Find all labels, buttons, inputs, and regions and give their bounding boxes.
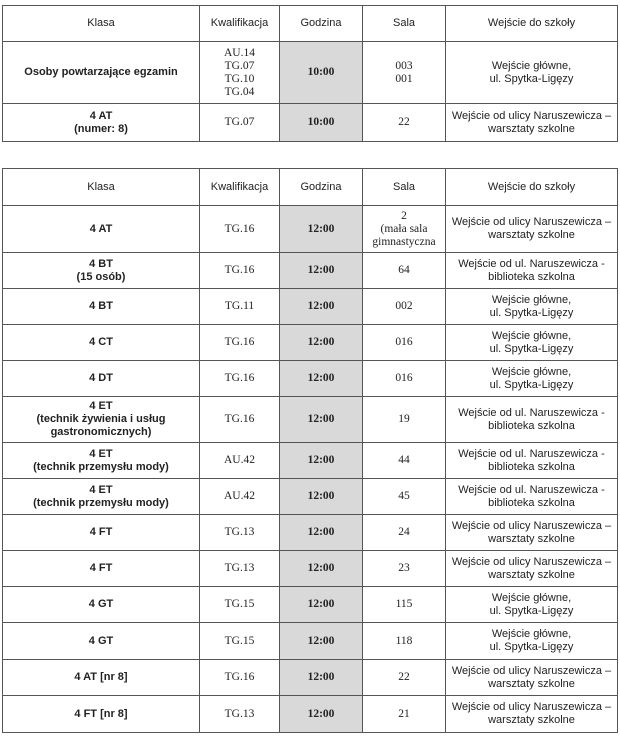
cell-kwalifikacja-line: AU.42 bbox=[224, 490, 255, 502]
cell-wejscie-line: Wejście od ul. Naruszewicza - bbox=[458, 257, 605, 270]
table-row bbox=[3, 361, 618, 397]
table-row bbox=[3, 515, 618, 551]
cell-wejscie bbox=[446, 361, 618, 397]
cell-klasa-line: (numer: 8) bbox=[74, 122, 128, 135]
cell-kwalifikacja bbox=[200, 515, 280, 551]
cell-wejscie-line: Wejście od ulicy Naruszewicza – bbox=[451, 109, 612, 122]
cell-wejscie-line: ul. Spytka-Ligęzy bbox=[489, 72, 574, 85]
cell-kwalifikacja-line: TG.16 bbox=[224, 264, 255, 276]
table-row bbox=[3, 551, 618, 587]
cell-wejscie-line: warsztaty szkolne bbox=[488, 229, 575, 241]
cell-godzina bbox=[280, 289, 363, 325]
cell-sala-line: 2 bbox=[401, 209, 407, 222]
cell-sala bbox=[363, 206, 446, 253]
cell-kwalifikacja bbox=[200, 623, 280, 660]
cell-klasa bbox=[3, 289, 200, 325]
cell-kwalifikacja bbox=[200, 696, 280, 733]
cell-wejscie-line: Wejście główne, bbox=[491, 365, 572, 378]
cell-klasa-line: 4 BT bbox=[89, 300, 113, 312]
cell-kwalifikacja bbox=[200, 104, 280, 142]
cell-wejscie bbox=[446, 104, 618, 142]
table-row bbox=[3, 289, 618, 325]
cell-sala-line: gimnastyczna bbox=[372, 235, 436, 248]
cell-wejscie-line: Wejście od ulicy Naruszewicza – bbox=[451, 555, 612, 568]
cell-wejscie-line: ul. Spytka-Ligęzy bbox=[489, 342, 574, 355]
cell-kwalifikacja bbox=[200, 551, 280, 587]
cell-wejscie-line: Wejście od ulicy Naruszewicza – bbox=[451, 664, 612, 677]
cell-godzina bbox=[280, 325, 363, 361]
cell-klasa-line: Osoby powtarzające egzamin bbox=[24, 66, 178, 78]
table-row bbox=[3, 104, 618, 142]
cell-sala-line: 24 bbox=[398, 526, 410, 538]
cell-kwalifikacja bbox=[200, 479, 280, 515]
cell-godzina bbox=[280, 42, 363, 104]
cell-kwalifikacja-line: TG.10 bbox=[224, 72, 255, 85]
cell-klasa-line: 4 DT bbox=[89, 372, 113, 384]
cell-godzina bbox=[280, 361, 363, 397]
cell-wejscie bbox=[446, 551, 618, 587]
cell-sala bbox=[363, 696, 446, 733]
cell-kwalifikacja bbox=[200, 587, 280, 623]
cell-klasa bbox=[3, 361, 200, 397]
cell-godzina bbox=[280, 660, 363, 696]
cell-sala-line: 016 bbox=[395, 372, 413, 384]
header-wejscie: Wejście do szkoły bbox=[446, 169, 618, 206]
cell-godzina bbox=[280, 443, 363, 479]
cell-godzina-line: 12:00 bbox=[307, 413, 335, 425]
cell-sala-line: 44 bbox=[398, 454, 410, 466]
cell-klasa-line: 4 ET bbox=[89, 483, 113, 496]
cell-wejscie-line: biblioteka szkolna bbox=[488, 460, 575, 473]
cell-godzina-line: 12:00 bbox=[307, 264, 335, 276]
table-row bbox=[3, 696, 618, 733]
cell-wejscie bbox=[446, 443, 618, 479]
cell-wejscie bbox=[446, 206, 618, 253]
cell-kwalifikacja-line: TG.16 bbox=[224, 222, 255, 235]
cell-klasa bbox=[3, 104, 200, 142]
cell-godzina-line: 12:00 bbox=[307, 562, 335, 574]
cell-godzina bbox=[280, 397, 363, 443]
cell-sala bbox=[363, 515, 446, 551]
cell-sala-line: 001 bbox=[395, 72, 413, 85]
cell-kwalifikacja-line: TG.13 bbox=[224, 707, 255, 720]
cell-sala bbox=[363, 104, 446, 142]
cell-klasa-line: 4 CT bbox=[89, 336, 113, 348]
cell-klasa bbox=[3, 253, 200, 289]
cell-kwalifikacja-line: AU.14 bbox=[224, 46, 255, 59]
cell-kwalifikacja bbox=[200, 397, 280, 443]
cell-kwalifikacja bbox=[200, 253, 280, 289]
cell-klasa-line: 4 ET bbox=[89, 400, 113, 412]
cell-wejscie-line: Wejście główne, bbox=[491, 293, 572, 306]
cell-wejscie-line: warsztaty szkolne bbox=[488, 568, 575, 581]
cell-wejscie-line: biblioteka szkolna bbox=[488, 270, 575, 283]
cell-klasa-line: 4 BT bbox=[89, 257, 113, 270]
table-row bbox=[3, 479, 618, 515]
table-row bbox=[3, 325, 618, 361]
exam-schedule-table-2 bbox=[2, 168, 618, 733]
cell-wejscie bbox=[446, 515, 618, 551]
cell-klasa-line: (technik przemysłu mody) bbox=[33, 496, 169, 509]
cell-klasa bbox=[3, 206, 200, 253]
cell-godzina bbox=[280, 551, 363, 587]
header-klasa: Klasa bbox=[3, 6, 200, 42]
cell-sala bbox=[363, 443, 446, 479]
table-row bbox=[3, 253, 618, 289]
cell-kwalifikacja-line: TG.16 bbox=[224, 336, 255, 348]
cell-wejscie bbox=[446, 479, 618, 515]
cell-wejscie-line: ul. Spytka-Ligęzy bbox=[489, 306, 574, 319]
cell-klasa-line: (technik przemysłu mody) bbox=[33, 460, 169, 473]
cell-klasa bbox=[3, 515, 200, 551]
table-row bbox=[3, 587, 618, 623]
cell-sala-line: 115 bbox=[395, 598, 413, 610]
table-row bbox=[3, 206, 618, 253]
table-1-body bbox=[3, 42, 618, 142]
cell-wejscie-line: warsztaty szkolne bbox=[488, 532, 575, 545]
cell-godzina bbox=[280, 479, 363, 515]
cell-klasa bbox=[3, 623, 200, 660]
cell-wejscie-line: Wejście główne, bbox=[491, 59, 572, 72]
cell-godzina bbox=[280, 104, 363, 142]
cell-klasa-line: gastronomicznych) bbox=[50, 426, 152, 438]
table-row bbox=[3, 660, 618, 696]
cell-kwalifikacja bbox=[200, 361, 280, 397]
cell-godzina-line: 12:00 bbox=[307, 372, 335, 384]
cell-klasa bbox=[3, 660, 200, 696]
cell-wejscie-line: Wejście główne, bbox=[491, 591, 572, 604]
cell-wejscie-line: biblioteka szkolna bbox=[488, 496, 575, 509]
cell-sala-line: 003 bbox=[395, 59, 413, 72]
cell-wejscie bbox=[446, 397, 618, 443]
cell-wejscie-line: biblioteka szkolna bbox=[488, 419, 575, 432]
cell-godzina bbox=[280, 253, 363, 289]
header-godzina: Godzina bbox=[280, 6, 363, 42]
cell-kwalifikacja-line: TG.16 bbox=[224, 413, 255, 425]
cell-sala bbox=[363, 253, 446, 289]
cell-kwalifikacja bbox=[200, 660, 280, 696]
exam-schedule-table-1 bbox=[2, 5, 618, 142]
header-wejscie: Wejście do szkoły bbox=[446, 6, 618, 42]
header-godzina: Godzina bbox=[280, 169, 363, 206]
cell-godzina-line: 12:00 bbox=[307, 336, 335, 348]
cell-klasa-line: 4 AT bbox=[89, 109, 113, 122]
cell-kwalifikacja bbox=[200, 443, 280, 479]
cell-wejscie-line: warsztaty szkolne bbox=[488, 677, 575, 690]
cell-godzina-line: 12:00 bbox=[307, 222, 335, 235]
cell-sala bbox=[363, 42, 446, 104]
cell-klasa-line: 4 GT bbox=[88, 598, 114, 610]
cell-wejscie bbox=[446, 587, 618, 623]
cell-wejscie-line: Wejście od ulicy Naruszewicza – bbox=[451, 519, 612, 532]
header-kwalifikacja: Kwalifikacja bbox=[200, 169, 280, 206]
cell-kwalifikacja bbox=[200, 325, 280, 361]
cell-kwalifikacja-line: TG.11 bbox=[224, 300, 255, 312]
cell-klasa-line: 4 ET bbox=[89, 447, 113, 460]
cell-wejscie bbox=[446, 42, 618, 104]
cell-klasa-line: (technik żywienia i usług bbox=[36, 413, 166, 425]
cell-kwalifikacja-line: TG.04 bbox=[224, 85, 255, 98]
cell-klasa-line: 4 FT bbox=[89, 526, 113, 538]
cell-sala-line: 19 bbox=[398, 413, 410, 425]
cell-sala bbox=[363, 587, 446, 623]
cell-godzina bbox=[280, 623, 363, 660]
cell-wejscie-line: Wejście od ulicy Naruszewicza – bbox=[451, 701, 612, 713]
cell-godzina-line: 12:00 bbox=[307, 707, 335, 720]
header-row bbox=[3, 6, 618, 42]
cell-sala-line: 016 bbox=[395, 336, 413, 348]
table-row bbox=[3, 443, 618, 479]
cell-kwalifikacja-line: TG.13 bbox=[224, 562, 255, 574]
cell-klasa bbox=[3, 443, 200, 479]
table-row bbox=[3, 42, 618, 104]
cell-wejscie bbox=[446, 696, 618, 733]
cell-godzina-line: 12:00 bbox=[307, 454, 335, 466]
cell-wejscie-line: warsztaty szkolne bbox=[488, 122, 575, 135]
cell-sala-line: 21 bbox=[398, 707, 410, 720]
cell-kwalifikacja-line: TG.15 bbox=[224, 634, 255, 647]
cell-sala bbox=[363, 660, 446, 696]
cell-godzina-line: 10:00 bbox=[307, 116, 335, 128]
cell-kwalifikacja-line: TG.07 bbox=[224, 59, 255, 72]
cell-sala-line: 22 bbox=[398, 116, 410, 128]
cell-godzina-line: 12:00 bbox=[307, 526, 335, 538]
header-sala: Sala bbox=[363, 6, 446, 42]
table-row bbox=[3, 397, 618, 443]
cell-klasa bbox=[3, 325, 200, 361]
cell-kwalifikacja-line: TG.07 bbox=[224, 116, 255, 128]
cell-sala bbox=[363, 397, 446, 443]
cell-kwalifikacja bbox=[200, 42, 280, 104]
cell-klasa bbox=[3, 587, 200, 623]
cell-godzina-line: 12:00 bbox=[307, 634, 335, 647]
cell-godzina-line: 10:00 bbox=[307, 66, 335, 78]
cell-wejscie bbox=[446, 253, 618, 289]
cell-wejscie bbox=[446, 289, 618, 325]
cell-kwalifikacja-line: TG.15 bbox=[224, 598, 255, 610]
cell-kwalifikacja bbox=[200, 206, 280, 253]
cell-wejscie-line: ul. Spytka-Ligęzy bbox=[489, 641, 574, 653]
cell-klasa-line: (15 osób) bbox=[76, 270, 126, 283]
cell-wejscie-line: warsztaty szkolne bbox=[488, 714, 575, 726]
cell-wejscie-line: ul. Spytka-Ligęzy bbox=[489, 604, 574, 617]
cell-sala bbox=[363, 289, 446, 325]
cell-sala-line: 64 bbox=[398, 264, 410, 276]
cell-kwalifikacja-line: TG.16 bbox=[224, 671, 255, 683]
cell-wejscie bbox=[446, 623, 618, 660]
cell-godzina bbox=[280, 587, 363, 623]
cell-wejscie-line: Wejście od ul. Naruszewicza - bbox=[458, 483, 605, 496]
cell-klasa-line: 4 AT [nr 8] bbox=[74, 671, 128, 683]
cell-godzina-line: 12:00 bbox=[307, 490, 335, 502]
cell-wejscie-line: Wejście od ulicy Naruszewicza – bbox=[451, 216, 612, 228]
cell-wejscie-line: Wejście od ul. Naruszewicza - bbox=[458, 406, 605, 419]
header-klasa: Klasa bbox=[3, 169, 200, 206]
cell-wejscie-line: Wejście od ul. Naruszewicza - bbox=[458, 447, 605, 460]
cell-sala-line: 22 bbox=[398, 671, 410, 683]
cell-sala bbox=[363, 325, 446, 361]
cell-kwalifikacja-line: TG.16 bbox=[224, 372, 255, 384]
cell-kwalifikacja-line: AU.42 bbox=[224, 454, 255, 466]
cell-klasa bbox=[3, 696, 200, 733]
cell-klasa-line: 4 GT bbox=[88, 634, 114, 647]
cell-wejscie bbox=[446, 660, 618, 696]
cell-wejscie-line: Wejście główne, bbox=[491, 628, 572, 640]
cell-godzina-line: 12:00 bbox=[307, 300, 335, 312]
header-kwalifikacja: Kwalifikacja bbox=[200, 6, 280, 42]
cell-wejscie bbox=[446, 325, 618, 361]
cell-godzina-line: 12:00 bbox=[307, 671, 335, 683]
cell-godzina bbox=[280, 696, 363, 733]
cell-sala-line: (mała sala bbox=[380, 222, 428, 235]
cell-sala-line: 23 bbox=[398, 562, 410, 574]
cell-godzina-line: 12:00 bbox=[307, 598, 335, 610]
table-row bbox=[3, 623, 618, 660]
cell-klasa bbox=[3, 397, 200, 443]
cell-wejscie-line: ul. Spytka-Ligęzy bbox=[489, 378, 574, 391]
header-sala: Sala bbox=[363, 169, 446, 206]
cell-klasa-line: 4 FT bbox=[89, 562, 113, 574]
cell-godzina bbox=[280, 206, 363, 253]
cell-sala-line: 002 bbox=[395, 300, 413, 312]
cell-godzina bbox=[280, 515, 363, 551]
cell-klasa bbox=[3, 42, 200, 104]
cell-sala bbox=[363, 623, 446, 660]
cell-sala bbox=[363, 361, 446, 397]
cell-wejscie-line: Wejście główne, bbox=[491, 329, 572, 342]
cell-klasa bbox=[3, 551, 200, 587]
cell-sala-line: 118 bbox=[395, 634, 413, 647]
cell-kwalifikacja-line: TG.13 bbox=[224, 526, 255, 538]
header-row bbox=[3, 169, 618, 206]
cell-klasa-line: 4 AT bbox=[89, 222, 113, 235]
table-2-body bbox=[3, 206, 618, 733]
cell-sala bbox=[363, 551, 446, 587]
cell-sala bbox=[363, 479, 446, 515]
cell-sala-line: 45 bbox=[398, 490, 410, 502]
cell-kwalifikacja bbox=[200, 289, 280, 325]
cell-klasa-line: 4 FT [nr 8] bbox=[74, 707, 128, 720]
cell-klasa bbox=[3, 479, 200, 515]
